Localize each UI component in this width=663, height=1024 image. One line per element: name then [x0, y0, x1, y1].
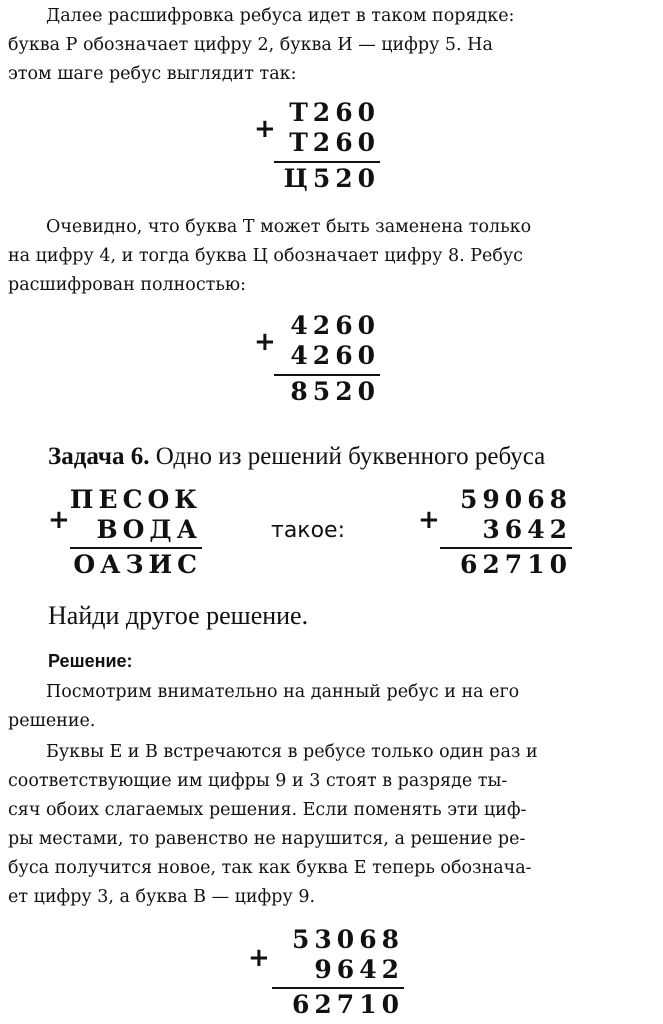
plus-sign: +	[418, 505, 445, 535]
addend-row: Т260	[289, 128, 380, 157]
sum-line	[274, 374, 380, 376]
task-heading	[48, 441, 545, 473]
text-line: Посмотрим внимательно на данный ребус и на его	[46, 682, 520, 702]
text-line: ет цифру 3, а буква В — цифру 9.	[8, 887, 316, 907]
result-row: 8520	[290, 377, 380, 406]
given-solution	[414, 485, 572, 585]
text-line: буква Р обозначает цифру 2, буква И — цифру 5. На	[8, 35, 493, 55]
addend-row: 53068	[292, 925, 404, 954]
addend-row: 4260	[290, 311, 380, 340]
addend-row: 9642	[314, 955, 404, 984]
addend-row: 3642	[482, 515, 572, 544]
addend-row: 59068	[460, 485, 572, 514]
text-line: на цифру 4, и тогда буква Ц обозначает цифру 8. Ребус	[8, 246, 523, 266]
task-label: Задача 6.	[48, 443, 150, 470]
obvious-paragraph	[8, 213, 656, 300]
text-line: решение.	[8, 711, 96, 731]
sum-line	[272, 987, 404, 989]
plus-sign: +	[48, 505, 75, 535]
task-text: Одно из решений буквенного ребуса	[149, 443, 546, 470]
text-line: соответствующие им цифры 9 и 3 стоят в разряде ты-	[8, 771, 508, 791]
intro-paragraph	[8, 2, 656, 89]
text-line: буса получится новое, так как буква Е теперь обознача-	[8, 858, 532, 878]
find-other-solution: Найди другое решение.	[48, 601, 309, 630]
text-line: расшифрован полностью:	[8, 275, 246, 295]
text-line: сяч обоих слагаемых решения. Если поменять эти циф-	[8, 800, 527, 820]
plus-sign: +	[254, 114, 281, 144]
such-label: такое:	[271, 518, 345, 543]
addend-row: Т260	[289, 98, 380, 127]
column-addition-1	[250, 98, 380, 198]
plus-sign: +	[254, 327, 281, 357]
sum-line	[70, 547, 202, 549]
text-line: ры местами, то равенство не нарушится, а решение ре-	[8, 829, 526, 849]
addend-row: ВОДА	[96, 515, 202, 544]
addend-row: 4260	[290, 341, 380, 370]
column-addition-2	[250, 311, 380, 411]
text-line: Далее расшифровка ребуса идет в таком порядке:	[46, 6, 515, 26]
result-row: Ц520	[283, 164, 380, 193]
addend-row: ПЕСОК	[69, 485, 202, 514]
letter-rebus	[44, 485, 202, 585]
sum-line	[274, 161, 380, 163]
result-row: 62710	[292, 990, 404, 1019]
sum-line	[440, 547, 572, 549]
look-paragraph	[8, 678, 656, 736]
text-line: Очевидно, что буква Т может быть заменена только	[46, 217, 532, 237]
result-row: ОАЗИС	[73, 550, 202, 579]
explanation-paragraph	[8, 738, 656, 912]
plus-sign: +	[248, 943, 275, 973]
solution-heading: Решение:	[48, 651, 133, 671]
new-solution	[244, 925, 404, 1023]
text-line: Буквы Е и В встречаются в ребусе только один раз и	[46, 742, 538, 762]
result-row: 62710	[460, 550, 572, 579]
text-line: этом шаге ребус выглядит так:	[8, 64, 297, 84]
